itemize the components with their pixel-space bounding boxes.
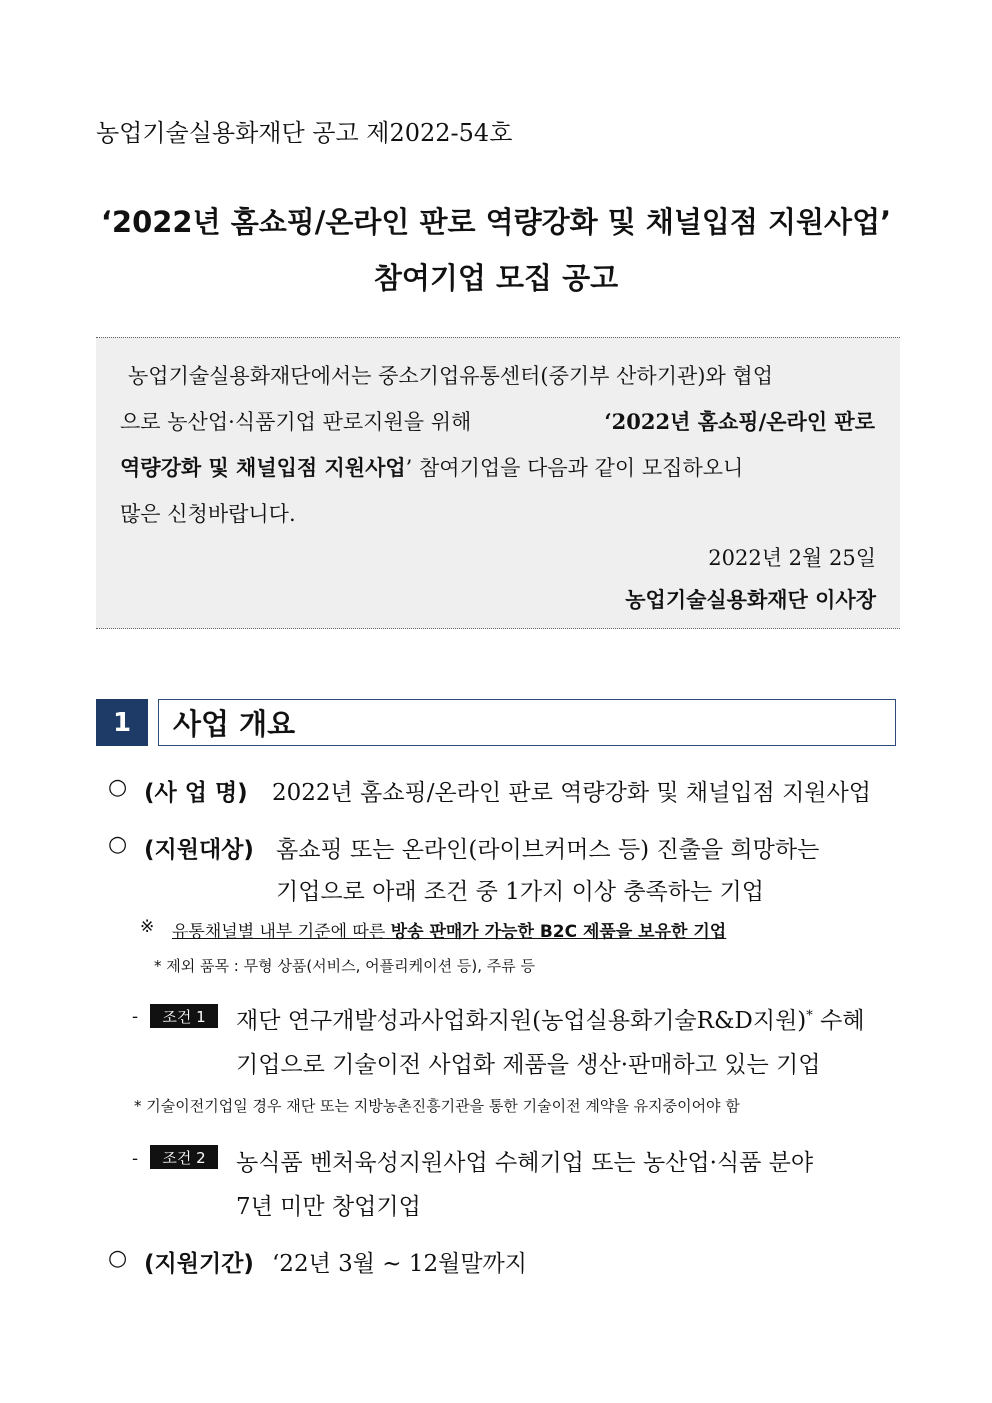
condition-2-line2: 7년 미만 창업기업 — [236, 1194, 421, 1220]
item-name-label: (사 업 명) — [144, 780, 248, 806]
document-title-line1: ‘2022년 홈쇼핑/온라인 판로 역량강화 및 채널입점 지원사업’ — [100, 205, 892, 239]
exclusion-note: * 제외 품목 : 무형 상품(서비스, 어플리케이션 등), 주류 등 — [154, 957, 535, 975]
dash-cond2: - — [132, 1148, 139, 1169]
notice-issuer: 농업기술실용화재단 이사장 — [625, 587, 876, 612]
notice-line-4-text: 많은 신청바랍니다. — [120, 502, 296, 526]
item-target-line1: 홈쇼핑 또는 온라인(라이브커머스 등) 진출을 희망하는 — [276, 837, 820, 863]
item-period-label: (지원기간) — [144, 1251, 254, 1277]
item-period-value: ‘22년 3월 ~ 12월말까지 — [272, 1251, 527, 1277]
notice-date: 2022년 2월 25일 — [708, 546, 876, 570]
target-note-mark: ※ — [140, 917, 155, 937]
condition-2-badge: 조건 2 — [150, 1145, 218, 1169]
notice-line-1-text: 농업기술실용화재단에서는 중소기업유통센터(중기부 산하기관)와 협업 — [128, 364, 773, 388]
notice-line-3-bold: 역량강화 및 채널입점 지원사업 — [120, 455, 406, 480]
notice-line-2-bold: ‘2022년 홈쇼핑/온라인 판로 — [604, 409, 875, 434]
condition-1-line1-text: 재단 연구개발성과사업화지원(농업실용화기술R&D지원) — [236, 1008, 807, 1034]
condition-1-line1 — [236, 1002, 865, 1035]
item-name-value: 2022년 홈쇼핑/온라인 판로 역량강화 및 채널입점 지원사업 — [272, 780, 871, 806]
document-title-line2: 참여기업 모집 공고 — [373, 261, 619, 295]
bullet-period: ○ — [108, 1246, 128, 1271]
condition-1-star: * — [806, 1008, 813, 1024]
target-note-bold: 방송 판매가 가능한 B2C 제품을 보유한 기업 — [390, 922, 727, 942]
condition-1-line1-end: 수혜 — [820, 1008, 865, 1034]
item-target-label: (지원대상) — [144, 837, 254, 863]
notice-box — [96, 337, 900, 629]
notice-line-1 — [128, 360, 875, 390]
notice-line-2 — [120, 406, 875, 436]
dash-cond1: - — [132, 1006, 139, 1027]
notice-line-3-plain: ’ 참여기업을 다음과 같이 모집하오니 — [405, 456, 744, 480]
condition-1-badge: 조건 1 — [150, 1004, 218, 1028]
section-title: 사업 개요 — [173, 707, 296, 741]
notice-number: 농업기술실용화재단 공고 제2022-54호 — [96, 119, 513, 147]
notice-line-2-plain: 으로 농산업·식품기업 판로지원을 위해 — [120, 410, 472, 434]
condition-1-footnote: * 기술이전기업일 경우 재단 또는 지방농촌진흥기관을 통한 기술이전 계약을 유지중이어야 함 — [134, 1097, 740, 1115]
target-note — [172, 917, 726, 942]
notice-line-4 — [120, 498, 875, 528]
condition-1-line2: 기업으로 기술이전 사업화 제품을 생산·판매하고 있는 기업 — [236, 1052, 821, 1078]
bullet-target: ○ — [108, 832, 128, 857]
notice-line-3 — [120, 452, 875, 482]
target-note-plain: 유통채널별 내부 기준에 따른 — [172, 922, 386, 942]
item-target-line2: 기업으로 아래 조건 중 1가지 이상 충족하는 기업 — [276, 879, 764, 905]
condition-2-line1: 농식품 벤처육성지원사업 수혜기업 또는 농산업·식품 분야 — [236, 1150, 814, 1176]
section-title-box — [158, 699, 896, 746]
section-number: 1 — [96, 699, 148, 746]
bullet-name: ○ — [108, 775, 128, 800]
